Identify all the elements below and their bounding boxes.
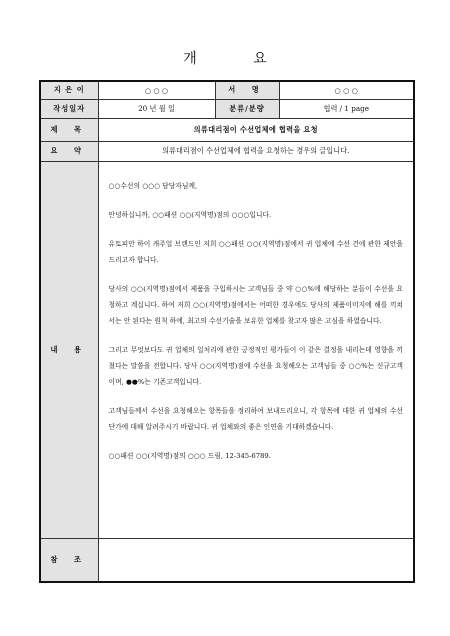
proposal-paragraph: 유토피안 하이 캐주얼 브랜드인 저희 ○○패션 ○○(지역명)점에서 귀 업체에 수선 건에 관한 제안을 드리고자 합니다. [108,239,403,264]
greeting-paragraph: ○○수선의 ○○○ 담당자님께, [108,181,198,190]
category-value: 협력 / 1 page [279,99,414,118]
evaluation-paragraph: 그리고 무엇보다도 귀 업체의 일처리에 관한 긍정적인 평가들이 이 같은 결정을 내리는데 영향을 끼쳤다는 말씀을 전합니다. 당사 ○○(지역명)점에 수선을 요청해오는 고객님들 중 ○○%는 신규고객이며, ●●%는 기존고객입니다. [108,345,403,386]
date-value: 20 년 월 일 [98,99,215,118]
subject-label: 제 목 [40,118,98,141]
author-label: 지 은 이 [40,81,98,99]
document-title: 개 요 [183,51,293,67]
request-paragraph: 고객님들께서 수선을 요청해오는 항목들을 정리하여 보내드리오니, 각 항목에 대한 귀 업체의 수선단가에 대해 알려주시기 바랍니다. 귀 업체와의 좋은 인연을 기대하겠습니다. [108,406,403,431]
signature-label: 서 명 [215,81,279,99]
signature-value: ○ ○ ○ [279,81,414,99]
subject-value: 의류대리점이 수선업체에 협력을 요청 [98,118,414,141]
summary-table [39,80,415,583]
reference-value [98,538,414,582]
intro-paragraph: 안녕하십니까, ○○패션 ○○(지역명)점의 ○○○입니다. [108,210,272,219]
content-body [98,161,414,538]
background-paragraph: 당사의 ○○(지역명)점에서 제품을 구입하시는 고객님들 중 약 ○○%에 해당하는 분들이 수선을 요청하고 계십니다. 하여 저희 ○○(지역명)점에서는 어떠한 경우에도 당사의 제품이미지에 해를 끼쳐서는 안 된다는 원칙 하에, 최고의 수선기술을 보유한 업체를 찾고자 많은 고심을 하였습니다. [108,284,403,325]
date-label: 작성일자 [40,99,98,118]
summary-value: 의류대리점이 수선업체에 협력을 요청하는 경우의 글입니다. [98,141,414,161]
content-label: 내 용 [40,161,98,538]
author-value: ○ ○ ○ [98,81,215,99]
reference-label: 참 조 [40,538,98,582]
category-label: 분류/분량 [215,99,279,118]
signature-line: ○○패션 ○○(지역명)점의 ○○○ 드림, 12-345-6789. [108,451,271,460]
summary-label: 요 약 [40,141,98,161]
